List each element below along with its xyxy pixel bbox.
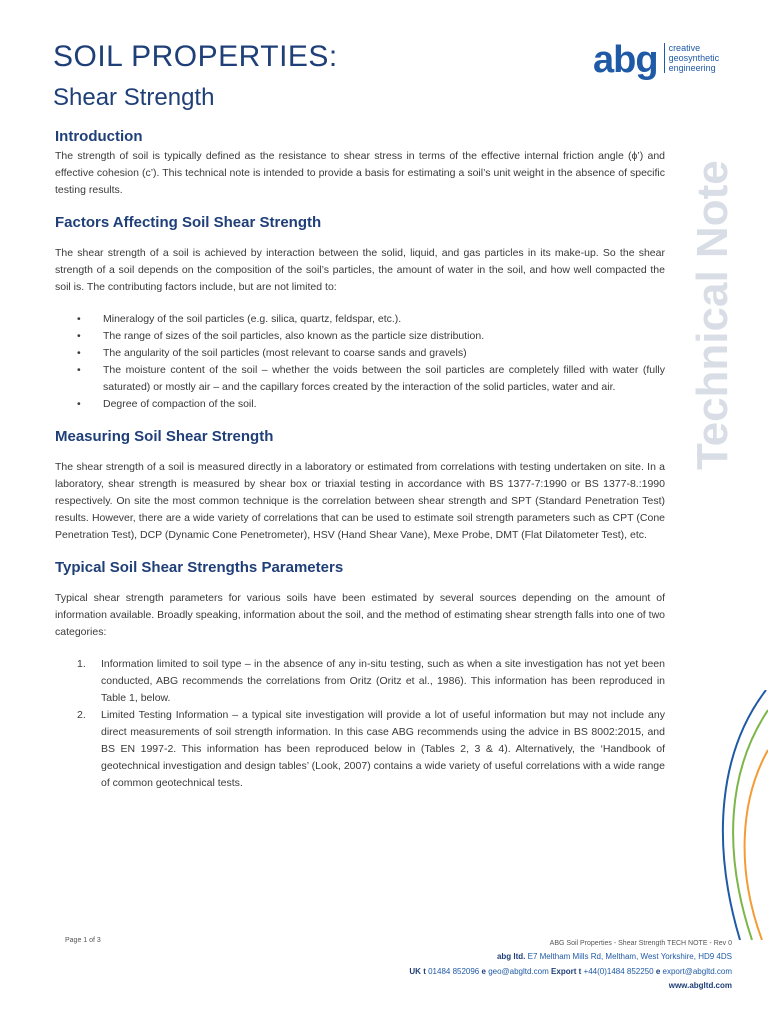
company-name: abg ltd. bbox=[496, 952, 526, 961]
export-label: Export bbox=[551, 967, 577, 976]
list-item bbox=[55, 707, 665, 792]
list-item: • The moisture content of the soil – whether the voids between the soil particles are completely filled with water (fully saturated) or mostly air – and the capillary forces created by the interaction of the solid particles, water and air. bbox=[55, 362, 665, 396]
export-phone: +44(0)1484 852250 bbox=[583, 967, 654, 976]
address-text: E7 Meltham Mills Rd, Meltham, West Yorkshire, HD9 4DS bbox=[527, 952, 732, 961]
uk-email[interactable]: geo@abgltd.com bbox=[488, 967, 549, 976]
list-item-text: Limited Testing Information – a typical site investigation will provide a lot of useful information but may not include any direct measurements of soil strength information. In this case ABG recommends using the advice in BS 8002:2015, and BS EN 1997-2. This information has been reproduced below in (Tables 2, 3 & 4). Alternatively, the ‘Handbook of geotechnical investigation and design tables’ (Look, 2007) contains a wide variety of useful correlations with a wide range of common geotechnical tests. bbox=[101, 709, 665, 789]
logo-tag-line-2: geosynthetic bbox=[668, 53, 720, 63]
uk-email-label: e bbox=[481, 967, 486, 976]
measuring-paragraph: The shear strength of a soil is measured directly in a laboratory or estimated from correlations with testing undertaken on site. In a laboratory, shear strength is measured by shear box or triaxial testing in accordance with BS 1377-7:1990 or BS 1377-8.:1990 respectively. On site the most common technique is the correlation between shear strength and SPT (Standard Penetration Test) results. However, there are a wide variety of correlations that can be used to estimate soil strength parameters such as CPT (Cone Penetration Test), DCP (Dynamic Cone Penetrometer), HSV (Hand Shear Vane), Mexe Probe, DMT (Flat Dilatometer Test), etc. bbox=[55, 461, 665, 541]
technical-note-label: Technical Note bbox=[688, 160, 737, 470]
list-item: • Mineralogy of the soil particles (e.g. silica, quartz, feldspar, etc.). bbox=[55, 311, 665, 328]
uk-phone: 01484 852096 bbox=[428, 967, 480, 976]
page-title: SOIL PROPERTIES: bbox=[53, 40, 338, 73]
intro-paragraph: The strength of soil is typically defined as the resistance to shear stress in terms of the effective internal friction angle (ϕ’) and effective cohesion (c’). This technical note is intended to provide a basis for estimating a soil’s unit weight in the absence of specific testing results. bbox=[55, 150, 665, 196]
logo-word: abg bbox=[593, 39, 658, 81]
list-item: • Degree of compaction of the soil. bbox=[55, 396, 665, 413]
list-item: • The range of sizes of the soil particles, also known as the particle size distribution. bbox=[55, 328, 665, 345]
factors-paragraph: The shear strength of a soil is achieved by interaction between the solid, liquid, and gas particles in its make-up. So the shear strength of a soil depends on the composition of the soil’s particles, the amount of water in the soil, and how well compacted the soil is. The contributing factors include, but are not limited to: bbox=[55, 247, 665, 293]
abg-logo bbox=[593, 40, 719, 80]
typical-paragraph: Typical shear strength parameters for various soils have been estimated by several sources depending on the amount of information available. Broadly speaking, information about the soil, and the method of estimating shear strength falls into one of two categories: bbox=[55, 592, 665, 638]
document-body bbox=[55, 128, 665, 792]
logo-tag-line-1: creative bbox=[668, 43, 701, 53]
uk-phone-label: t bbox=[423, 967, 426, 976]
list-item-text: Information limited to soil type – in the absence of any in-situ testing, such as when a site investigation has not yet been conducted, ABG recommends the correlations from Oritz (Oritz et al., 1986). This information has been reproduced in Table 1, below. bbox=[101, 658, 665, 704]
export-phone-label: t bbox=[578, 967, 582, 976]
uk-label: UK bbox=[409, 967, 421, 976]
decorative-swoosh bbox=[700, 690, 768, 940]
page-subtitle: Shear Strength bbox=[53, 84, 215, 111]
factors-list bbox=[55, 311, 665, 413]
measuring-heading: Measuring Soil Shear Strength bbox=[55, 428, 274, 445]
intro-heading: Introduction bbox=[55, 128, 143, 145]
company-address bbox=[497, 952, 732, 961]
logo-tag-line-3: engineering bbox=[668, 63, 716, 73]
typical-list bbox=[55, 656, 665, 792]
page-number: Page 1 of 3 bbox=[65, 937, 101, 944]
website-link[interactable]: www.abgltd.com bbox=[668, 981, 732, 990]
typical-heading: Typical Soil Shear Strengths Parameters bbox=[55, 559, 344, 576]
list-item bbox=[55, 656, 665, 707]
logo-tagline bbox=[664, 43, 720, 73]
factors-heading: Factors Affecting Soil Shear Strength bbox=[55, 214, 322, 231]
export-email[interactable]: export@abgltd.com bbox=[662, 967, 732, 976]
export-email-label: e bbox=[655, 967, 661, 976]
document-reference: ABG Soil Properties - Shear Strength TECH NOTE - Rev 0 bbox=[549, 940, 732, 947]
contact-line bbox=[409, 967, 732, 976]
list-item: • The angularity of the soil particles (most relevant to coarse sands and gravels) bbox=[55, 345, 665, 362]
list-number: 2. bbox=[77, 709, 86, 721]
list-number: 1. bbox=[77, 658, 86, 670]
